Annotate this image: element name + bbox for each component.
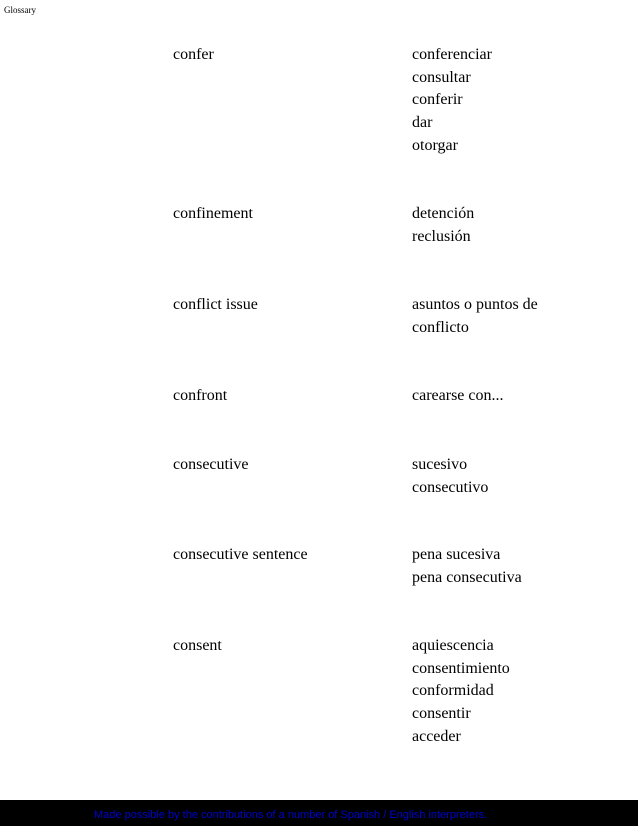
page-header-title: Glossary xyxy=(4,5,36,15)
glossary-term: consent xyxy=(173,637,222,654)
translation: conferir xyxy=(412,91,463,109)
footer-credit-text: Made possible by the contributions of a number of Spanish / English interpreters. xyxy=(94,809,488,821)
translation-list xyxy=(412,203,474,248)
translation-list xyxy=(412,294,538,339)
glossary-term: conflict issue xyxy=(173,296,258,313)
translation: dar xyxy=(412,114,433,132)
translation-list xyxy=(412,544,522,589)
glossary-term: confer xyxy=(173,46,214,63)
translation: consecutivo xyxy=(412,478,489,496)
translation: otorgar xyxy=(412,136,458,154)
translation-list xyxy=(412,385,504,408)
translation: acceder xyxy=(412,727,461,745)
translation: consultar xyxy=(412,68,471,86)
translation-list xyxy=(412,44,492,158)
translation: consentimiento xyxy=(412,659,510,677)
glossary-term: consecutive xyxy=(173,456,249,473)
translation: reclusión xyxy=(412,227,471,245)
translation: conformidad xyxy=(412,682,494,700)
translation: pena consecutiva xyxy=(412,568,522,586)
glossary-term: confinement xyxy=(173,205,253,222)
translation: aquiescencia xyxy=(412,637,494,654)
footer-bar xyxy=(0,800,638,826)
translation-list xyxy=(412,635,510,749)
translation: asuntos o puntos de xyxy=(412,296,538,313)
translation: detención xyxy=(412,205,475,222)
translation: carearse con... xyxy=(412,387,504,404)
translation: conferenciar xyxy=(412,46,492,63)
translation: sucesivo xyxy=(412,456,468,473)
translation: conflicto xyxy=(412,318,469,336)
glossary-term: consecutive sentence xyxy=(173,546,308,563)
glossary-term: confront xyxy=(173,387,228,404)
translation: consentir xyxy=(412,705,471,723)
translation-list xyxy=(412,454,488,499)
translation: pena sucesiva xyxy=(412,546,501,563)
